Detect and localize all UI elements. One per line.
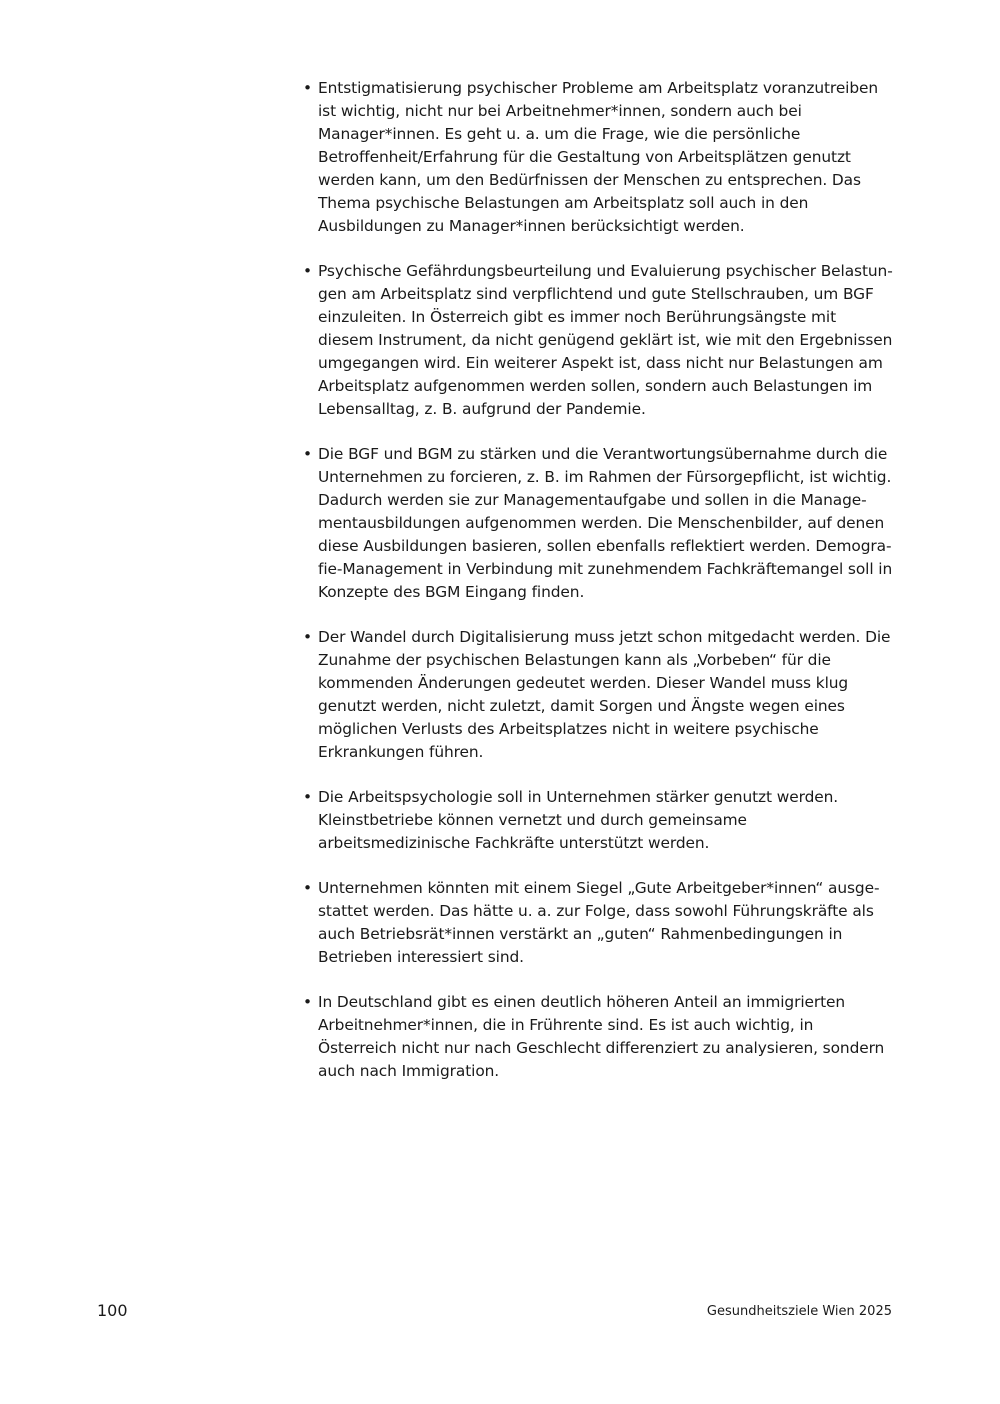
bullet-icon: • bbox=[303, 445, 312, 463]
bullet-icon: • bbox=[303, 628, 312, 646]
footer-document-title: Gesundheitsziele Wien 2025 bbox=[706, 1304, 892, 1319]
list-item bbox=[303, 260, 893, 421]
list-item bbox=[303, 77, 893, 238]
list-item-text: Unternehmen könnten mit einem Siegel „Gute Arbeitgeber*innen“ ausgestattet werden. Das hätte u. a. zur Folge, dass sowohl Führungskräfte als auch Betriebsrät*innen verstärkt an „guten“ Rahmenbedingungen in Betrieben interessiert sind. bbox=[318, 879, 880, 966]
bullet-icon: • bbox=[303, 993, 312, 1011]
list-item bbox=[303, 626, 893, 764]
bullet-icon: • bbox=[303, 262, 312, 280]
list-item bbox=[303, 786, 893, 855]
list-item-text: Der Wandel durch Digitalisierung muss jetzt schon mitgedacht werden. Die Zunahme der psychischen Belastungen kann als „Vorbeben“ für die kommenden Änderungen gedeutet werden. Dieser Wandel muss klug genutzt werden, nicht zuletzt, damit Sorgen und Ängste wegen eines möglichen Verlusts des Arbeitsplatzes nicht in weitere psychische Erkrankungen führen. bbox=[318, 628, 891, 761]
list-item-text: Die Arbeitspsychologie soll in Unternehmen stärker genutzt werden. Kleinstbetriebe können vernetzt und durch gemeinsame arbeitsmedizinische Fachkräfte unterstützt werden. bbox=[318, 788, 839, 852]
list-item-text: In Deutschland gibt es einen deutlich höheren Anteil an immigrierten Arbeitnehmer*innen, die in Frührente sind. Es ist auch wichtig, in Österreich nicht nur nach Geschlecht differenziert zu analysieren, sondern auch nach Immigration. bbox=[318, 993, 885, 1080]
list-item-text: Psychische Gefährdungsbeurteilung und Evaluierung psychischer Belastungen am Arbeitsplatz sind verpflichtend und gute Stellschrauben, um BGF einzuleiten. In Österreich gibt es immer noch Berührungsängste mit diesem Instrument, da nicht genügend geklärt ist, wie mit den Ergebnissen umgegangen wird. Ein weiterer Aspekt ist, dass nicht nur Belastungen am Arbeitsplatz aufgenommen werden sollen, sondern auch Belastungen im Lebensalltag, z. B. aufgrund der Pandemie. bbox=[318, 262, 893, 418]
list-item-text: Entstigmatisierung psychischer Probleme am Arbeitsplatz voranzutreiben ist wichtig, nicht nur bei Arbeitnehmer*innen, sondern auch bei Manager*innen. Es geht u. a. um die Frage, wie die persönliche Betroffenheit/Erfahrung für die Gestaltung von Arbeitsplätzen genutzt werden kann, um den Bedürfnissen der Menschen zu entsprechen. Das Thema psychische Belastungen am Arbeitsplatz soll auch in den Ausbildungen zu Manager*innen berücksichtigt werden. bbox=[318, 79, 879, 235]
list-item bbox=[303, 877, 893, 969]
bullet-icon: • bbox=[303, 879, 312, 897]
list-item bbox=[303, 443, 893, 604]
list-item bbox=[303, 991, 893, 1083]
bullet-icon: • bbox=[303, 788, 312, 806]
bullet-icon: • bbox=[303, 79, 312, 97]
bullet-list bbox=[303, 77, 893, 1105]
list-item-text: Die BGF und BGM zu stärken und die Verantwortungsübernahme durch die Unternehmen zu forcieren, z. B. im Rahmen der Fürsorgepflicht, ist wichtig. Dadurch werden sie zur Managementaufgabe und sollen in die Managementausbildungen aufgenommen werden. Die Menschenbilder, auf denen diese Ausbildungen basieren, sollen ebenfalls reflektiert werden. Demografie-Management in Verbindung mit zunehmendem Fachkräftemangel soll in Konzepte des BGM Eingang finden. bbox=[318, 445, 893, 601]
page-number: 100 bbox=[97, 1301, 128, 1320]
